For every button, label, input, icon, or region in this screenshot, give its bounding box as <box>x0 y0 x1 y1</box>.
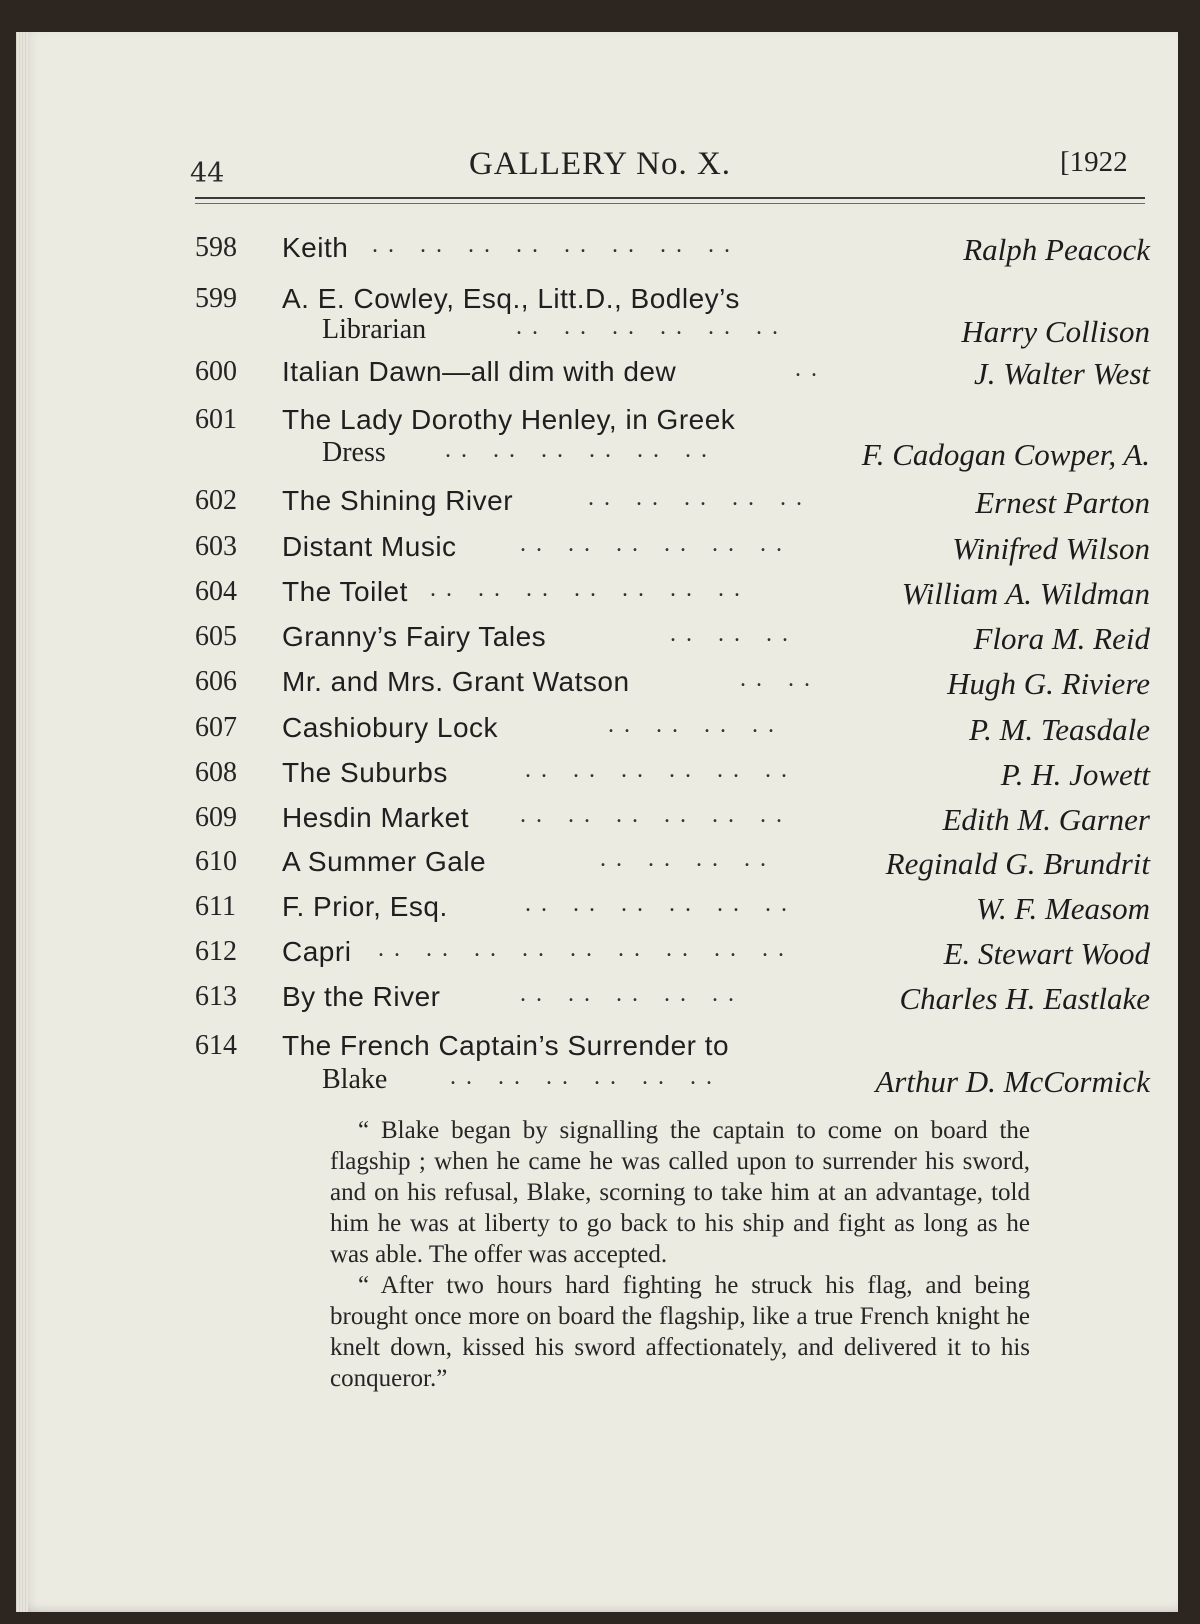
entry-artist: Ralph Peacock <box>963 232 1150 267</box>
entry-title: The Suburbs <box>282 757 448 788</box>
leader-dots: .. <box>795 356 827 382</box>
header-rule-thin <box>195 203 1145 204</box>
catalogue-entry <box>0 666 1200 706</box>
leader-dots: .. .. .. .. .. .. <box>525 891 797 917</box>
entry-artist: J. Walter West <box>974 356 1150 391</box>
entry-artist: W. F. Measom <box>976 891 1150 926</box>
quotation-block <box>330 1115 1030 1394</box>
entry-artist: Flora M. Reid <box>973 621 1150 656</box>
catalogue-entry-continued <box>0 314 1200 354</box>
entry-artist: Hugh G. Riviere <box>947 666 1150 701</box>
catalogue-entry <box>0 757 1200 797</box>
entry-title: A Summer Gale <box>282 846 487 877</box>
entry-number: 607 <box>195 712 237 743</box>
entry-number: 598 <box>195 232 237 263</box>
catalogue-entry <box>0 891 1200 931</box>
entry-artist: Edith M. Garner <box>942 802 1150 837</box>
leader-dots: .. .. .. .. .. .. <box>520 531 792 557</box>
entry-number: 605 <box>195 621 237 652</box>
catalogue-entry-continued <box>0 1064 1200 1104</box>
catalogue-entry <box>0 936 1200 976</box>
entry-artist: Charles H. Eastlake <box>899 981 1150 1016</box>
entry-number: 600 <box>195 356 237 387</box>
page-title: GALLERY No. X. <box>468 146 732 182</box>
entry-artist: Harry Collison <box>961 314 1150 349</box>
entry-title: Keith <box>282 232 349 263</box>
leader-dots: .. .. .. .. .. .. <box>520 802 792 828</box>
entry-title: Cashiobury Lock <box>282 712 499 743</box>
entry-number: 609 <box>195 802 237 833</box>
entry-title: A. E. Cowley, Esq., Litt.D., Bodley’s <box>282 283 740 314</box>
catalogue-entry <box>0 802 1200 842</box>
leader-dots: .. .. .. .. .. .. <box>445 437 717 463</box>
leader-dots: .. .. .. .. <box>608 712 784 738</box>
entry-artist: F. Cadogan Cowper, A. <box>861 437 1150 472</box>
entry-number: 602 <box>195 485 237 516</box>
leader-dots: .. .. .. .. .. .. .. <box>430 576 750 602</box>
leader-dots: .. .. .. .. .. .. .. .. <box>372 232 740 258</box>
catalogue-entry <box>0 981 1200 1021</box>
entry-artist: Ernest Parton <box>975 485 1150 520</box>
leader-dots: .. .. .. <box>670 621 798 647</box>
entry-title: Italian Dawn—all dim with dew <box>282 356 677 387</box>
entry-title: By the River <box>282 981 441 1012</box>
entry-title: Distant Music <box>282 531 457 562</box>
leader-dots: .. .. .. .. .. .. <box>516 314 788 340</box>
entry-title: The Lady Dorothy Henley, in Greek <box>282 404 736 435</box>
entry-title: Granny’s Fairy Tales <box>282 621 547 652</box>
entry-number: 610 <box>195 846 237 877</box>
header-rule <box>195 197 1145 199</box>
entry-number: 614 <box>195 1030 237 1061</box>
entry-artist: William A. Wildman <box>901 576 1150 611</box>
entry-title: Capri <box>282 936 352 967</box>
catalogue-entry <box>0 846 1200 886</box>
entry-number: 611 <box>195 891 236 922</box>
entry-artist: Winifred Wilson <box>952 531 1150 566</box>
entry-number: 603 <box>195 531 237 562</box>
entry-title-line2: Blake <box>322 1064 388 1095</box>
entry-number: 604 <box>195 576 237 607</box>
entry-number: 613 <box>195 981 237 1012</box>
leader-dots: .. .. .. .. <box>600 846 776 872</box>
leader-dots: .. .. .. .. .. <box>588 485 812 511</box>
entry-title: F. Prior, Esq. <box>282 891 448 922</box>
entry-number: 599 <box>195 283 237 314</box>
catalogue-entry <box>0 621 1200 661</box>
entry-number: 612 <box>195 936 237 967</box>
entry-title-line2: Librarian <box>322 314 427 345</box>
page-number: 44 <box>190 158 225 189</box>
entry-title: Hesdin Market <box>282 802 470 833</box>
entry-title: Mr. and Mrs. Grant Watson <box>282 666 630 697</box>
leader-dots: .. .. .. .. .. .. .. .. .. <box>378 936 794 962</box>
entry-artist: P. M. Teasdale <box>969 712 1150 747</box>
entry-number: 601 <box>195 404 237 435</box>
quotation-paragraph: “ After two hours hard fighting he struck his flag, and being brought once more on board the flagship, like a true French knight he knelt down, kissed his sword affectionately, and delivered it to his conqueror.” <box>330 1272 1030 1392</box>
catalogue-entry <box>0 712 1200 752</box>
leader-dots: .. .. .. .. .. <box>520 981 744 1007</box>
entry-number: 606 <box>195 666 237 697</box>
catalogue-entry <box>0 356 1200 396</box>
entry-title: The French Captain’s Surrender to <box>282 1030 730 1061</box>
entry-artist: P. H. Jowett <box>1000 757 1150 792</box>
leader-dots: .. .. <box>740 666 820 692</box>
entry-title-line2: Dress <box>322 437 386 468</box>
catalogue-entry <box>0 485 1200 525</box>
leader-dots: .. .. .. .. .. .. <box>450 1064 722 1090</box>
catalogue-entry-continued <box>0 437 1200 477</box>
page-year: [1922 <box>1060 146 1128 178</box>
entry-artist: E. Stewart Wood <box>943 936 1150 971</box>
entry-title: The Shining River <box>282 485 514 516</box>
entry-number: 608 <box>195 757 237 788</box>
quotation-paragraph: “ Blake began by signalling the captain to come on board the flagship ; when he came he was called upon to surrender his sword, and on his refusal, Blake, scorning to take him at an advantage, told him he was at liberty to go back to his ship and fight as long as he was able. The offer was accepted. <box>330 1117 1030 1268</box>
catalogue-entry <box>0 232 1200 272</box>
entry-artist: Arthur D. McCormick <box>875 1064 1150 1099</box>
entry-title: The Toilet <box>282 576 408 607</box>
entry-artist: Reginald G. Brundrit <box>885 846 1150 881</box>
catalogue-entry <box>0 576 1200 616</box>
catalogue-entry <box>0 531 1200 571</box>
leader-dots: .. .. .. .. .. .. <box>525 757 797 783</box>
